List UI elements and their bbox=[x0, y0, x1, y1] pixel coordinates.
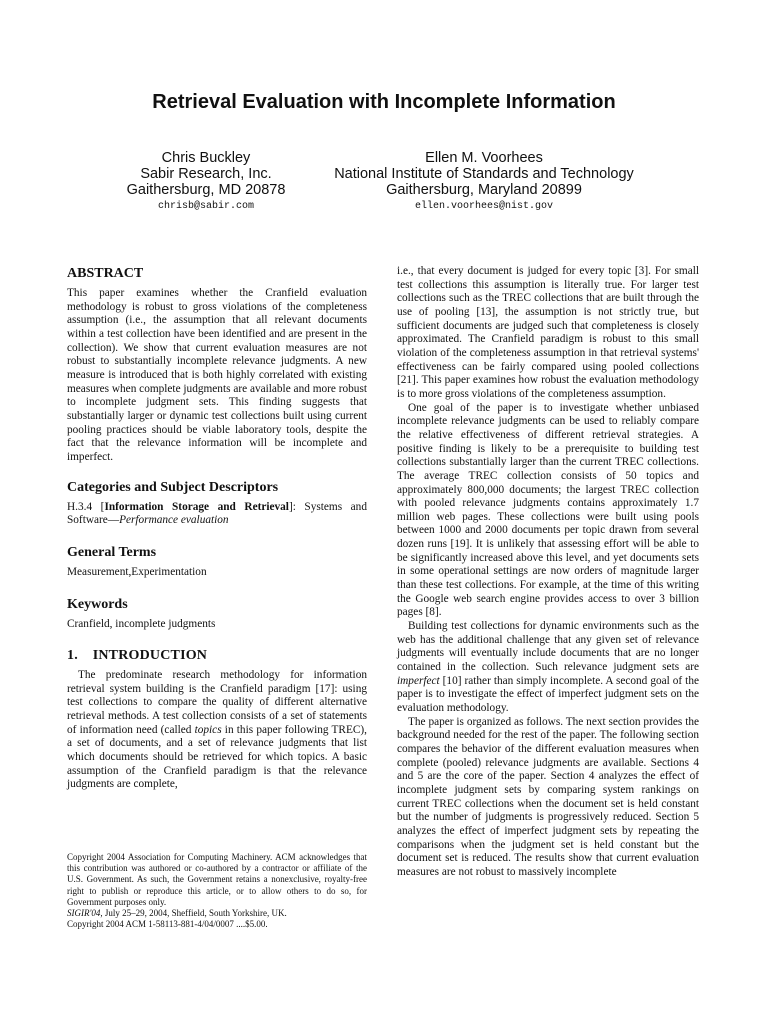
categories-heading: Categories and Subject Descriptors bbox=[67, 479, 279, 495]
abstract-heading: ABSTRACT bbox=[67, 266, 144, 281]
body-paragraph: One goal of the paper is to investigate whether unbiased incomplete relevance judgments can be used to reliably compare the relative effectiveness of different retrieval strategies. A positive finding is likely to be a prerequisite to building test collections substantially larger than the current TREC collections. The average TREC collection consists of 50 topics and approximately 800,000 documents; the largest TREC collection with pooled relevance judgments contains approximately 1.7 million web pages. These collections were built using pools between 1000 and 2000 documents per topic drawn from several dozen runs [19]. It is unlikely that assessing effort will be able to be significantly increased above this level, and yet documents sets in some operational settings are now orders of magnitude larger than these test collections. For example, at the time of this writing the Google web search engine provides access to over 3 billion pages [8]. bbox=[397, 401, 699, 619]
author-email: ellen.voorhees@nist.gov bbox=[414, 201, 554, 212]
author-email: chrisb@sabir.com bbox=[157, 201, 254, 212]
copyright-notice bbox=[67, 852, 367, 930]
paper-title: Retrieval Evaluation with Incomplete Information bbox=[152, 91, 616, 113]
left-column bbox=[67, 265, 367, 792]
conference-venue: SIGIR'04, July 25–29, 2004, Sheffield, South Yorkshire, UK. bbox=[67, 908, 287, 919]
copyright-isbn: Copyright 2004 ACM 1-58113-881-4/04/0007 ....$5.00. bbox=[67, 919, 268, 930]
author-name: Ellen M. Voorhees bbox=[425, 150, 543, 166]
author-block-1 bbox=[96, 150, 316, 214]
author-name: Chris Buckley bbox=[161, 150, 251, 166]
keywords-heading: Keywords bbox=[67, 596, 128, 612]
author-location: Gaithersburg, Maryland 20899 bbox=[386, 182, 582, 198]
author-block-2 bbox=[318, 150, 650, 214]
author-affiliation: Sabir Research, Inc. bbox=[140, 166, 272, 182]
general-terms-heading: General Terms bbox=[67, 544, 157, 560]
body-paragraph: i.e., that every document is judged for every topic [3]. For small test collections this assumption is literally true. For larger test collections such as the TREC collections that are built through the use of pooling [13], the assumption is not strictly true, but sufficient documents are judged such that completeness is closely approximated. The Cranfield paradigm is robust to this small violation of the completeness assumption in that retrieval systems' effectiveness can be fairly compared using pooled collections [21]. This paper examines how robust the evaluation methodology is to more gross violations of the completeness assumption. bbox=[397, 265, 699, 400]
right-column bbox=[397, 265, 699, 880]
introduction-paragraph: The predominate research methodology for information retrieval system building is the Cranfield paradigm [17]: using test collections to compare the quality of different alternative retrieval methods. A test collection consists of a set of statements of information need (called topics in this paper following TREC), a set of documents, and a set of relevance judgments that list which documents should be retrieved for which topics. A basic assumption of the Cranfield paradigm is that the relevance judgments are complete, bbox=[67, 669, 367, 791]
author-affiliation: National Institute of Standards and Technology bbox=[334, 166, 634, 182]
abstract-text: This paper examines whether the Cranfield evaluation methodology is robust to gross violations of the completeness assumption (i.e., the assumption that all relevant documents within a test collection have been identified and are present in the collection). We show that current evaluation measures are not robust to substantially incomplete relevance judgments. A new measure is introduced that is both highly correlated with existing measures when complete judgments are available and more robust to incomplete judgment sets. This finding suggests that substantially larger or dynamic test collections built using current pooling practices should be viable laboratory tools, despite the fact that the relevance information will be incomplete and imperfect. bbox=[67, 287, 367, 463]
author-location: Gaithersburg, MD 20878 bbox=[126, 182, 286, 198]
general-terms-text: Measurement,Experimentation bbox=[67, 565, 207, 578]
categories-text: H.3.4 [Information Storage and Retrieval]: Systems and Software—Performance evaluation bbox=[67, 500, 367, 527]
copyright-text: Copyright 2004 Association for Computing Machinery. ACM acknowledges that this contribution was authored or co-authored by a contractor or affiliate of the U.S. Government. As such, the Government retains a nonexclusive, royalty-free right to publish or reproduce this article, or to allow others to do so, for Government purposes only. bbox=[67, 852, 367, 907]
body-paragraph: Building test collections for dynamic environments such as the web has the additional challenge that any given set of relevance judgments will eventually include documents that are no longer contained in the collection. Such relevance judgment sets are imperfect [10] rather than simply incomplete. A second goal of the paper is to investigate the effect of imperfect judgment sets on the evaluation methodology. bbox=[397, 620, 699, 714]
introduction-heading: 1. INTRODUCTION bbox=[67, 648, 208, 664]
keywords-text: Cranfield, incomplete judgments bbox=[67, 617, 216, 630]
body-paragraph: The paper is organized as follows. The next section provides the background needed for the rest of the paper. The following section compares the behavior of the different evaluation measures when complete (pooled) relevance judgments are available. Sections 4 and 5 are the core of the paper. Section 4 analyzes the effect of incomplete judgment sets by comparing system rankings on current TREC collections when the document set is held constant but the number of judgments is progressively reduced. Section 5 analyzes the effect of imperfect judgment sets by repeating the comparisons when the judgment set is held constant but the document set is reduced. The results show that current evaluation measures are not robust to massively incomplete bbox=[397, 715, 699, 878]
